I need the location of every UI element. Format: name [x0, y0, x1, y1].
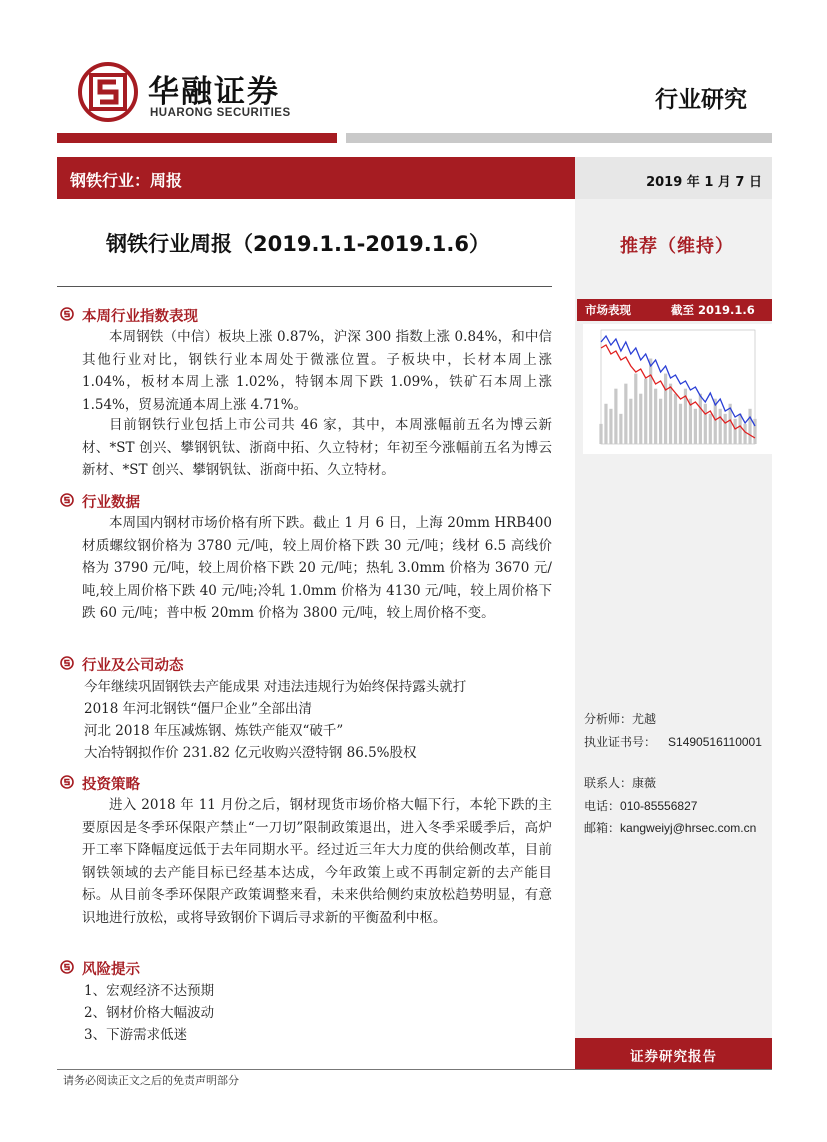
section-bullet-icon	[60, 775, 74, 789]
title-divider	[57, 286, 552, 287]
volume-bar	[659, 399, 662, 444]
news-item: 河北 2018 年压减炼钢、炼铁产能双“破千”	[84, 723, 344, 739]
series-line	[601, 336, 755, 426]
report-title: 钢铁行业周报（2019.1.1-2019.1.6）	[106, 232, 490, 256]
volume-bar	[599, 424, 602, 444]
email-label: 邮箱：	[584, 821, 621, 835]
news-item: 2018 年河北钢铁“僵尸企业”全部出清	[84, 701, 312, 717]
market-chart	[583, 324, 772, 454]
cert-number: S1490516110001	[668, 735, 762, 749]
volume-bar	[629, 399, 632, 444]
risk-item: 1、宏观经济不达预期	[84, 983, 215, 999]
index-paragraph-1: 本周钢铁（中信）板块上涨 0.87%，沪深 300 指数上涨 0.84%，和中信其他行业对比，钢铁行业本周处于微涨位置。子板块中，长材本周上涨 1.04%，板材本周上涨 1.02%，特钢本周下跌 1.09%，铁矿石本周上涨 1.54%，贸易流通本周上涨 4.71%。	[82, 329, 552, 413]
disclaimer-note: 请务必阅读正文之后的免责声明部分	[63, 1074, 239, 1087]
chart-frame	[601, 330, 755, 444]
section-bullet-icon	[60, 960, 74, 974]
volume-bar	[679, 404, 682, 444]
volume-bar	[699, 394, 702, 444]
volume-bar	[634, 374, 637, 444]
analyst-cert	[584, 733, 762, 750]
strategy-paragraph: 进入 2018 年 11 月份之后，钢材现货市场价格大幅下行，本轮下跌的主要原因是冬季环保限产禁止“一刀切”限制政策退出，进入冬季采暖季后，高炉开工率下降幅度远低于去年同期水平。经过近三年大力度的供给侧改革，目前钢铁领域的去产能目标已经基本达成，今年政策上或不再制定新的去产能目标。从目前冬季环保限产政策调整来看，未来供给侧约束放松趋势明显，有意识地进行放松，或将导致钢价下调后寻求新的平衡盈利中枢。	[82, 797, 552, 926]
volume-bar	[619, 414, 622, 444]
volume-bar	[664, 374, 667, 444]
phone-value: 010-85556827	[620, 799, 698, 813]
volume-bar	[639, 394, 642, 444]
section-heading-data: 行业数据	[82, 495, 140, 511]
footer-divider	[57, 1069, 772, 1070]
section-heading-risk: 风险提示	[82, 962, 140, 978]
report-date: 2019 年 1 月 7 日	[646, 175, 762, 190]
company-name-cn: 华融证券	[148, 74, 280, 110]
analyst-name: 分析师：尤越	[584, 712, 657, 726]
section-bullet-icon	[60, 656, 74, 670]
volume-bar	[669, 384, 672, 444]
volume-bar	[614, 389, 617, 444]
volume-bar	[738, 414, 741, 444]
contact-name: 联系人：康薇	[584, 776, 657, 790]
news-item: 今年继续巩固钢铁去产能成果 对违法违规行为始终保持露头就打	[84, 679, 467, 695]
investment-rating: 推荐（维持）	[620, 236, 734, 257]
volume-bar	[704, 404, 707, 444]
index-paragraph-2: 目前钢铁行业包括上市公司共 46 家，其中，本周涨幅前五名为博云新材、*ST 创兴、攀钢钒钛、浙商中拓、久立特材；年初至今涨幅前五名为博云新材、*ST 创兴、攀钢钒钛、浙商中拓、久立特材。	[82, 417, 552, 478]
volume-bar	[654, 389, 657, 444]
risk-item: 2、钢材价格大幅波动	[84, 1005, 215, 1021]
phone-label: 电话：	[584, 799, 621, 813]
volume-bar	[694, 409, 697, 444]
data-paragraph: 本周国内钢材市场价格有所下跌。截止 1 月 6 日，上海 20mm HRB400 材质螺纹钢价格为 3780 元/吨，较上周价格下跌 30 元/吨；线材 6.5 高线价格为 3790 元/吨，较上周价格下跌 20 元/吨；热轧 3.0mm 价格为 3670 元/吨,较上周价格下跌 40 元/吨;冷轧 1.0mm 价格为 4130 元/吨，较上周价格下跌 60 元/吨；普中板 20mm 价格为 3800 元/吨，较上周价格不变。	[82, 515, 552, 621]
company-name-en: HUARONG SECURITIES	[150, 107, 291, 119]
volume-bar	[734, 419, 737, 444]
volume-bar	[649, 359, 652, 445]
contact-phone	[584, 797, 697, 814]
report-category: 钢铁行业：周报	[70, 171, 183, 190]
series-line	[601, 345, 755, 438]
section-heading-index: 本周行业指数表现	[82, 309, 198, 325]
market-chart-container	[583, 324, 772, 454]
news-item: 大冶特钢拟作价 231.82 亿元收购兴澄特钢 86.5%股权	[84, 745, 417, 761]
section-bullet-icon	[60, 493, 74, 507]
footer-label: 证券研究报告	[630, 1049, 717, 1065]
volume-bar	[609, 409, 612, 444]
volume-bar	[604, 404, 607, 444]
market-performance-label: 市场表现	[585, 303, 631, 317]
volume-bar	[753, 419, 756, 444]
volume-bar	[674, 394, 677, 444]
volume-bar	[748, 409, 751, 444]
document-type: 行业研究	[655, 87, 747, 113]
volume-bar	[743, 424, 746, 444]
email-value[interactable]: kangweiyj@hrsec.com.cn	[620, 821, 757, 835]
section-bullet-icon	[60, 307, 74, 321]
volume-bar	[644, 379, 647, 444]
volume-bar	[624, 384, 627, 444]
volume-bar	[724, 414, 727, 444]
section-heading-strategy: 投资策略	[82, 777, 140, 793]
cert-label: 执业证书号：	[584, 735, 657, 749]
contact-email	[584, 819, 756, 836]
header-accent-bar	[57, 133, 337, 143]
volume-bar	[709, 414, 712, 444]
volume-bar	[719, 409, 722, 444]
company-logo	[78, 62, 138, 122]
header-gray-bar	[346, 133, 772, 143]
section-heading-news: 行业及公司动态	[82, 658, 184, 674]
risk-item: 3、下游需求低迷	[84, 1027, 188, 1043]
market-as-of-date: 截至 2019.1.6	[671, 303, 755, 317]
